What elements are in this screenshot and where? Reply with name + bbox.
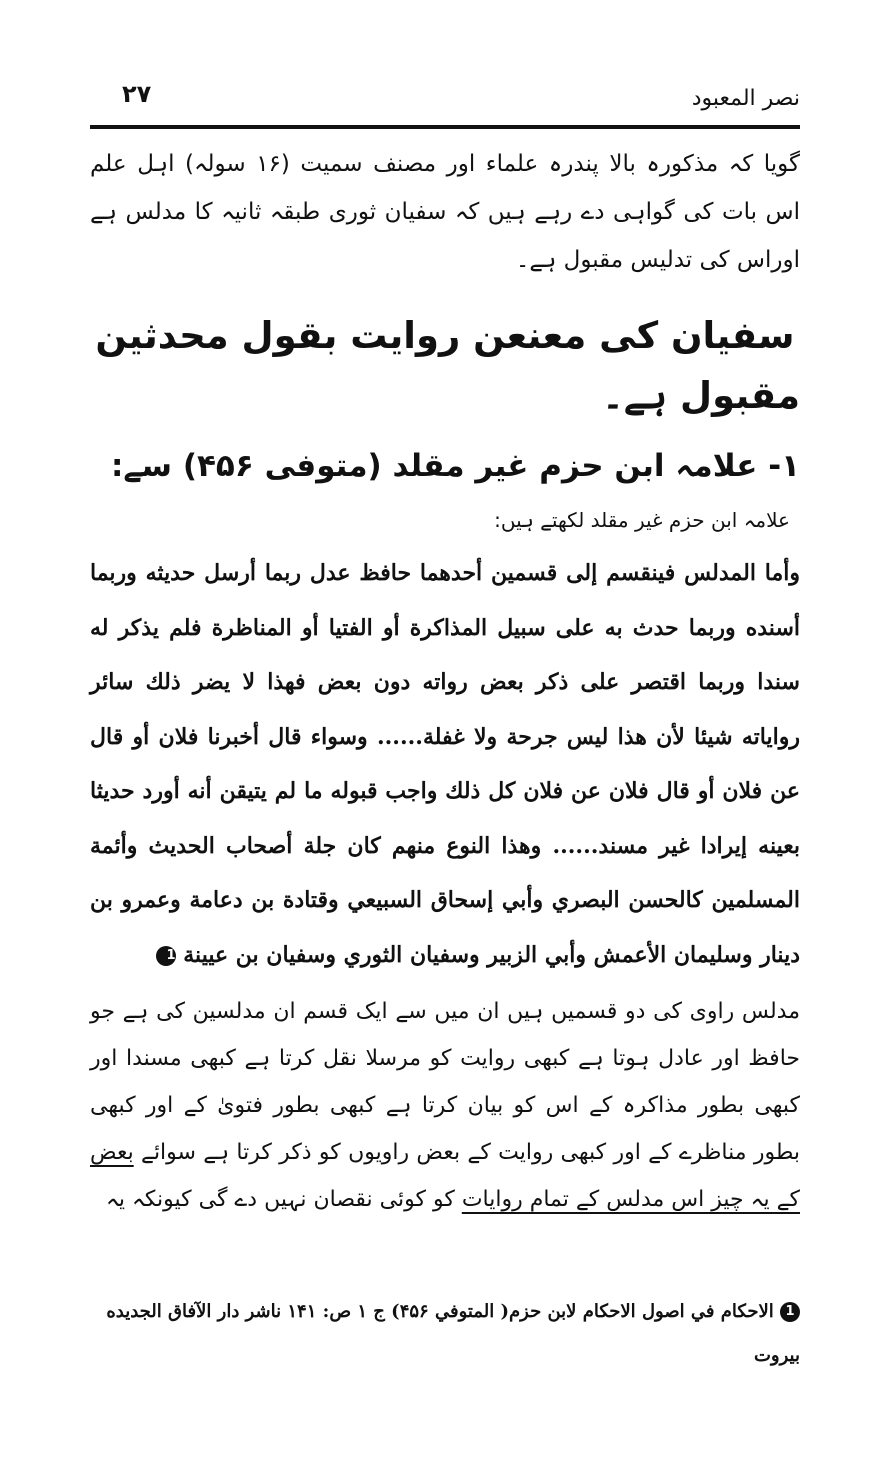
quote-intro: علامہ ابن حزم غیر مقلد لکھتے ہیں: [494, 508, 790, 532]
header-rule [90, 125, 800, 129]
translation-text: مدلس راوی کی دو قسمیں ہیں ان میں سے ایک قسم ان مدلسین کی ہے جو حافظ اور عادل ہوتا ہے کبھی روایت کو مرسلا نقل کرتا ہے کبھی مسندا اور کبھی بطور مذاکرہ کے اس کو بیان کرتا ہے کبھی بطور فتویٰ کے اور کبھی بطور مناظرے کے اور کبھی روایت کے بعض راویوں کو ذکر کرتا ہے سوائے [90, 999, 800, 1165]
urdu-translation [90, 988, 800, 1223]
section-heading: سفیان کی معنعن روایت بقول محدثین مقبول ہے۔ [95, 314, 800, 417]
running-title: نصر المعبود [691, 86, 800, 111]
footnote-text: الاحكام في اصول الاحكام لابن حزم( المتوفي ۴۵۶) ج ۱ ص: ۱۴۱ ناشر دار الآفاق الجديده بيروت [106, 1301, 800, 1366]
subsection-heading: ۱- علامہ ابن حزم غیر مقلد (متوفی ۴۵۶) سے: [111, 448, 800, 484]
footnote [90, 1290, 800, 1378]
page-content [90, 140, 800, 1223]
underlined-phrase: بعض کے یہ چیز اس مدلس کے تمام روایات [90, 1140, 800, 1212]
page-number: ۲۷ [122, 80, 152, 108]
translation-text-end: کو کوئی نقصان نہیں دے گی کیونکہ یہ [105, 1187, 455, 1212]
intro-paragraph: گویا کہ مذکورہ بالا پندرہ علماء اور مصنف سمیت (۱۶ سولہ) اہل علم اس بات کی گواہی دے رہے ہیں کہ سفیان ثوری طبقہ ثانیہ کا مدلس ہے اوراس کی تدلیس مقبول ہے۔ [90, 151, 800, 273]
footnote-number-icon: 1 [780, 1302, 800, 1322]
footnote-marker-icon[interactable]: 1 [156, 946, 176, 966]
arabic-quote-text: وأما المدلس فينقسم إلى قسمين أحدهما حافظ عدل ربما أرسل حديثه وربما أسنده وربما حدث به على سبيل المذاكرة أو الفتيا أو المناظرة فلم يذكر له سندا وربما اقتصر على ذكر بعض رواته دون بعض فهذا لا يضر ذلك سائر رواياته شيئا لأن هذا ليس جرحة ولا غفلة...... وسواء قال أخبرنا فلان أو قال عن فلان أو قال فلان عن فلان كل ذلك واجب قبوله ما لم يتيقن أنه أورد حديثا بعينه إيرادا غير مسند...... وهذا النوع منهم كان جلة أصحاب الحديث وأئمة المسلمين كالحسن البصري وأبي إسحاق السبيعي وقتادة بن دعامة وعمرو بن دينار وسليمان الأعمش وأبي الزبير وسفيان الثوري وسفيان بن عيينة [90, 560, 800, 968]
arabic-quote [90, 546, 800, 982]
page-header [90, 78, 800, 118]
